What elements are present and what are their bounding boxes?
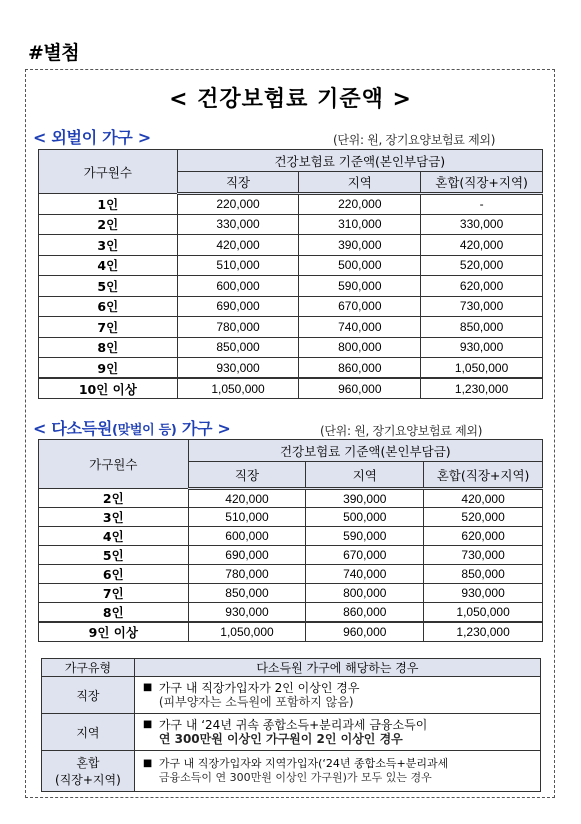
household-size-header: 가구원수	[39, 150, 178, 194]
case-regional: ■ 가구 내 ‘24년 귀속 종합소득+분리과세 금융소득이 연 300만원 이상인 가구원이 2인 이상인 경우	[134, 714, 540, 751]
mixed-value: 850,000	[421, 317, 543, 338]
table-row	[39, 235, 543, 256]
household-size-cell: 3인	[39, 235, 178, 256]
household-size-cell: 7인	[39, 584, 189, 603]
regional-value: 590,000	[299, 276, 421, 297]
type-header: 가구유형	[42, 659, 135, 677]
mixed-value: 620,000	[421, 276, 543, 297]
mixed-value: 930,000	[421, 337, 543, 358]
section1-heading: < 외벌이 가구 >	[33, 128, 151, 147]
household-size-cell: 8인	[39, 337, 178, 358]
table-row	[39, 508, 543, 527]
regional-value: 860,000	[306, 603, 424, 623]
table-row	[39, 489, 543, 508]
mixed-value: 730,000	[424, 546, 543, 565]
household-size-cell: 3인	[39, 508, 189, 527]
type-workplace: 직장	[42, 677, 135, 714]
household-size-cell: 1인	[39, 194, 178, 215]
workplace-value: 220,000	[177, 194, 299, 215]
workplace-header: 직장	[188, 462, 306, 489]
table-row	[39, 603, 543, 623]
household-size-cell: 5인	[39, 276, 178, 297]
regional-value: 740,000	[299, 317, 421, 338]
regional-value: 390,000	[299, 235, 421, 256]
regional-value: 670,000	[306, 546, 424, 565]
single-income-rows	[39, 194, 543, 399]
section2-heading	[33, 416, 231, 439]
mixed-value: 520,000	[421, 255, 543, 276]
workplace-value: 930,000	[177, 358, 299, 379]
premium-group-header: 건강보험료 기준액(본인부담금)	[177, 150, 542, 172]
table-row	[39, 527, 543, 546]
square-bullet-icon: ■	[142, 758, 153, 769]
workplace-value: 930,000	[188, 603, 306, 623]
regional-value: 670,000	[299, 296, 421, 317]
household-size-cell: 6인	[39, 565, 189, 584]
household-size-cell: 5인	[39, 546, 189, 565]
mixed-header: 혼합(직장+지역)	[424, 462, 543, 489]
workplace-value: 850,000	[177, 337, 299, 358]
workplace-value: 510,000	[188, 508, 306, 527]
mixed-value: -	[421, 194, 543, 215]
table-row	[39, 214, 543, 235]
mixed-value: 730,000	[421, 296, 543, 317]
regional-value: 390,000	[306, 489, 424, 508]
household-size-cell: 9인	[39, 358, 178, 379]
mixed-value: 930,000	[424, 584, 543, 603]
regional-value: 740,000	[306, 565, 424, 584]
workplace-value: 1,050,000	[188, 622, 306, 642]
mixed-value: 420,000	[421, 235, 543, 256]
table-row	[39, 565, 543, 584]
regional-header: 지역	[306, 462, 424, 489]
attachment-label: #별첨	[28, 42, 80, 64]
workplace-value: 690,000	[188, 546, 306, 565]
workplace-value: 330,000	[177, 214, 299, 235]
table-row	[39, 378, 543, 399]
household-size-cell: 7인	[39, 317, 178, 338]
table-row	[39, 584, 543, 603]
workplace-value: 420,000	[177, 235, 299, 256]
section2-heading-small: (맞벌이 등)	[112, 423, 177, 438]
square-bullet-icon: ■	[142, 682, 153, 693]
case-mixed: ■ 가구 내 직장가입자와 지역가입자(‘24년 종합소득+분리과세 금융소득이 연 300만원 이상인 가구원)가 모두 있는 경우	[134, 751, 540, 792]
workplace-value: 780,000	[188, 565, 306, 584]
table-row	[39, 546, 543, 565]
household-size-cell: 2인	[39, 214, 178, 235]
mixed-value: 420,000	[424, 489, 543, 508]
regional-value: 220,000	[299, 194, 421, 215]
table-row	[39, 276, 543, 297]
regional-value: 800,000	[299, 337, 421, 358]
household-size-cell: 9인 이상	[39, 622, 189, 642]
regional-value: 500,000	[299, 255, 421, 276]
type-regional: 지역	[42, 714, 135, 751]
multi-income-table	[38, 439, 543, 642]
square-bullet-icon: ■	[142, 719, 153, 730]
household-size-cell: 4인	[39, 527, 189, 546]
household-size-cell: 2인	[39, 489, 189, 508]
regional-value: 960,000	[299, 378, 421, 399]
household-size-cell: 4인	[39, 255, 178, 276]
regional-value: 800,000	[306, 584, 424, 603]
mixed-value: 520,000	[424, 508, 543, 527]
workplace-value: 850,000	[188, 584, 306, 603]
household-size-cell: 10인 이상	[39, 378, 178, 399]
mixed-value: 850,000	[424, 565, 543, 584]
workplace-value: 780,000	[177, 317, 299, 338]
section2-heading-main: < 다소득원	[33, 419, 113, 438]
regional-value: 860,000	[299, 358, 421, 379]
regional-value: 960,000	[306, 622, 424, 642]
mixed-header: 혼합(직장+지역)	[421, 172, 543, 194]
page-title: < 건강보험료 기준액 >	[169, 87, 412, 112]
table-row	[39, 296, 543, 317]
regional-header: 지역	[299, 172, 421, 194]
single-income-table	[38, 149, 543, 399]
type-mixed: 혼합 (직장+지역)	[42, 751, 135, 792]
workplace-value: 1,050,000	[177, 378, 299, 399]
table-row	[39, 337, 543, 358]
section2-heading-end: 가구 >	[181, 419, 231, 438]
workplace-value: 420,000	[188, 489, 306, 508]
mixed-value: 1,050,000	[424, 603, 543, 623]
household-size-header: 가구원수	[39, 440, 189, 489]
workplace-value: 690,000	[177, 296, 299, 317]
table-row	[39, 194, 543, 215]
workplace-value: 510,000	[177, 255, 299, 276]
household-size-cell: 6인	[39, 296, 178, 317]
mixed-value: 1,230,000	[424, 622, 543, 642]
regional-value: 310,000	[299, 214, 421, 235]
case-header: 다소득원 가구에 해당하는 경우	[134, 659, 540, 677]
table-row	[39, 317, 543, 338]
workplace-value: 600,000	[188, 527, 306, 546]
mixed-value: 1,050,000	[421, 358, 543, 379]
table-row	[39, 622, 543, 642]
section1-unit-note: (단위: 원, 장기요양보험료 제외)	[333, 133, 496, 147]
workplace-value: 600,000	[177, 276, 299, 297]
table-row	[39, 358, 543, 379]
section2-unit-note: (단위: 원, 장기요양보험료 제외)	[320, 424, 483, 438]
table-row	[39, 255, 543, 276]
workplace-header: 직장	[177, 172, 299, 194]
household-size-cell: 8인	[39, 603, 189, 623]
mixed-value: 1,230,000	[421, 378, 543, 399]
mixed-value: 330,000	[421, 214, 543, 235]
case-workplace: ■ 가구 내 직장가입자가 2인 이상인 경우 (피부양자는 소득원에 포함하지 않음)	[134, 677, 540, 714]
household-type-table	[41, 658, 541, 792]
regional-value: 500,000	[306, 508, 424, 527]
regional-value: 590,000	[306, 527, 424, 546]
premium-group-header: 건강보험료 기준액(본인부담금)	[188, 440, 542, 462]
multi-income-rows	[39, 489, 543, 642]
mixed-value: 620,000	[424, 527, 543, 546]
